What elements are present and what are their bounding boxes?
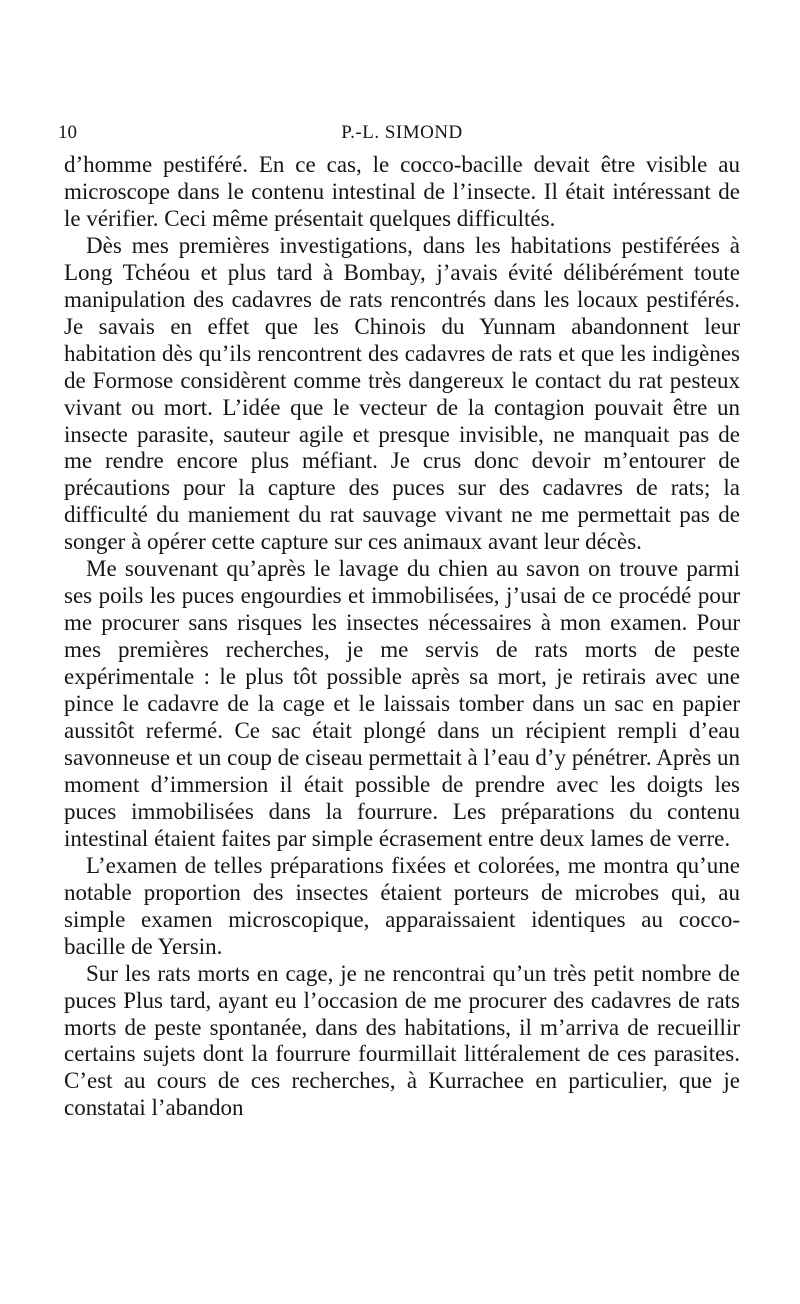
document-page [58,122,740,1122]
body-text [64,152,740,1122]
paragraph: d’homme pestiféré. En ce cas, le cocco-bacille devait être visible au microscope dans le contenu intestinal de l’insecte. Il était intéressant de le vérifier. Ceci même présentait quelques difficultés. [64,152,740,231]
paragraph: L’examen de telles préparations fixées et colorées, me montra qu’une notable proportion des insectes étaient porteurs de microbes qui, au simple examen microscopique, apparaissaient identiques au cocco-bacille de Yersin. [64,852,740,959]
paragraph: Dès mes premières investigations, dans les habitations pestiférées à Long Tchéou et plus tard à Bombay, j’avais évité délibérément toute manipulation des cadavres de rats rencontrés dans les locaux pestiférés. Je savais en effet que les Chinois du Yunnam abandonnent leur habitation dès qu’ils rencontrent des cadavres de rats et que les indigènes de Formose considèrent comme très dangereux le contact du rat pesteux vivant ou mort. L’idée que le vecteur de la contagion pouvait être un insecte parasite, sauteur agile et presque invisible, ne manquait pas de me rendre encore plus méfiant. Je crus donc devoir m’entourer de précautions pour la capture des puces sur des cadavres de rats; la difficulté du maniement du rat sauvage vivant ne me permettait pas de songer à opérer cette capture sur ces animaux avant leur décès. [64,232,740,555]
author-name: P.-L. SIMOND [341,122,463,143]
page-number: 10 [58,122,77,143]
paragraph: Sur les rats morts en cage, je ne rencontrai qu’un très petit nombre de puces Plus tard, ayant eu l’occasion de me procurer des cadavres de rats morts de peste spontanée, dans des habitations, il m’arriva de recueillir certains sujets dont la fourrure fourmillait littéralement de ces parasites. C’est au cours de ces recherches, à Kurrachee en particulier, que je constatai l’abandon [64,960,740,1121]
paragraph: Me souvenant qu’après le lavage du chien au savon on trouve parmi ses poils les puces engourdies et immobilisées, j’usai de ce procédé pour me procurer sans risques les insectes nécessaires à mon examen. Pour mes premières recherches, je me servis de rats morts de peste expérimentale : le plus tôt possible après sa mort, je retirais avec une pince le cadavre de la cage et le laissais tomber dans un sac en papier aussitôt refermé. Ce sac était plongé dans un récipient rempli d’eau savonneuse et un coup de ciseau permettait à l’eau d’y pénétrer. Après un moment d’immersion il était possible de prendre avec les doigts les puces immobilisées dans la fourrure. Les préparations du contenu intestinal étaient faites par simple écrasement entre deux lames de verre. [64,556,740,851]
running-header [58,122,740,152]
